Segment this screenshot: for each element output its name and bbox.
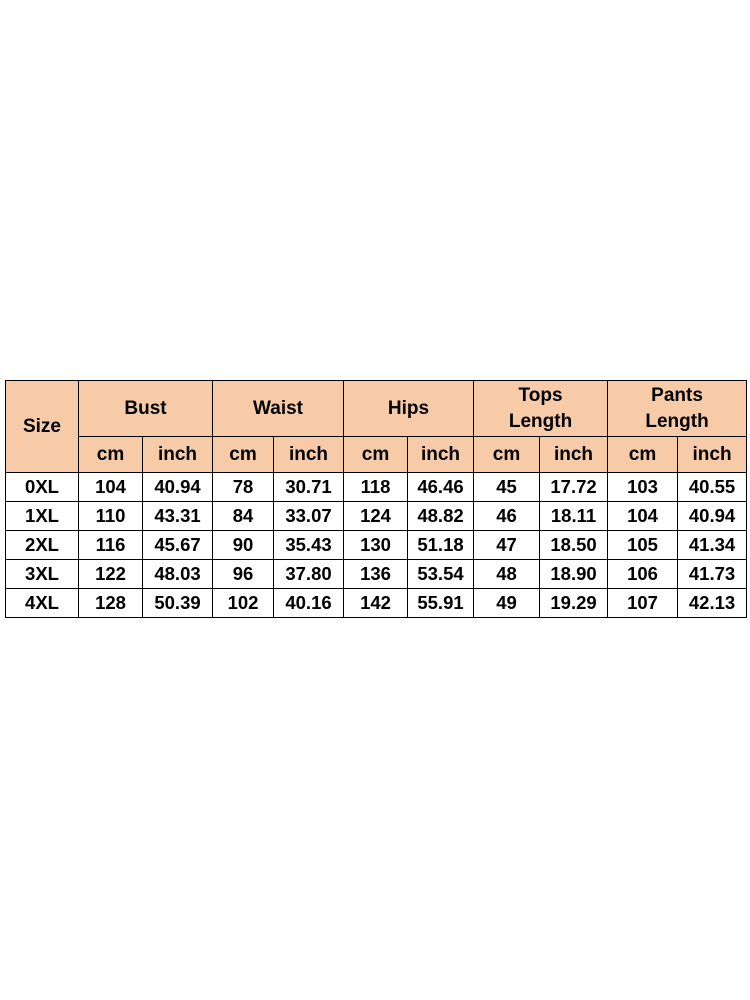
waist-header-label: Waist xyxy=(253,397,303,419)
bust-header-label: Bust xyxy=(124,397,167,419)
table-row xyxy=(6,589,747,618)
tops-length-cm-cell: 47 xyxy=(474,531,540,560)
tops-length-cm-cell: 46 xyxy=(474,502,540,531)
pants-length-inch-cell: 40.55 xyxy=(678,473,747,502)
tops-length-header-line2: Length xyxy=(508,410,573,432)
unit-header-row xyxy=(6,437,747,473)
hips-inch-cell: 51.18 xyxy=(408,531,474,560)
waist-inch-cell: 33.07 xyxy=(274,502,344,531)
hips-inch-header: inch xyxy=(408,437,474,473)
waist-header xyxy=(213,381,344,437)
tops-length-inch-header: inch xyxy=(540,437,608,473)
bust-cm-cell: 122 xyxy=(79,560,143,589)
pants-length-inch-cell: 41.73 xyxy=(678,560,747,589)
waist-inch-cell: 35.43 xyxy=(274,531,344,560)
pants-length-header xyxy=(608,381,747,437)
waist-inch-header: inch xyxy=(274,437,344,473)
tops-length-cm-cell: 49 xyxy=(474,589,540,618)
bust-cm-header: cm xyxy=(79,437,143,473)
hips-cm-cell: 130 xyxy=(344,531,408,560)
bust-inch-cell: 43.31 xyxy=(143,502,213,531)
waist-inch-cell: 30.71 xyxy=(274,473,344,502)
bust-inch-header: inch xyxy=(143,437,213,473)
bust-inch-cell: 45.67 xyxy=(143,531,213,560)
size-header: Size xyxy=(6,381,79,473)
bust-cm-cell: 128 xyxy=(79,589,143,618)
pants-length-header-line2: Length xyxy=(645,410,709,432)
hips-cm-header: cm xyxy=(344,437,408,473)
pants-length-header-line1: Pants xyxy=(651,384,703,406)
tops-length-inch-cell: 18.11 xyxy=(540,502,608,531)
bust-inch-cell: 40.94 xyxy=(143,473,213,502)
tops-length-inch-cell: 19.29 xyxy=(540,589,608,618)
waist-cm-cell: 78 xyxy=(213,473,274,502)
tops-length-cm-cell: 48 xyxy=(474,560,540,589)
pants-length-inch-header: inch xyxy=(678,437,747,473)
hips-cm-cell: 118 xyxy=(344,473,408,502)
size-cell: 1XL xyxy=(6,502,79,531)
pants-length-cm-cell: 104 xyxy=(608,502,678,531)
bust-inch-cell: 50.39 xyxy=(143,589,213,618)
tops-length-header-line1: Tops xyxy=(518,384,563,406)
waist-cm-header: cm xyxy=(213,437,274,473)
hips-cm-cell: 136 xyxy=(344,560,408,589)
pants-length-inch-cell: 42.13 xyxy=(678,589,747,618)
tops-length-inch-cell: 18.50 xyxy=(540,531,608,560)
tops-length-cm-cell: 45 xyxy=(474,473,540,502)
hips-inch-cell: 48.82 xyxy=(408,502,474,531)
tops-length-cm-header: cm xyxy=(474,437,540,473)
bust-cm-cell: 104 xyxy=(79,473,143,502)
waist-cm-cell: 96 xyxy=(213,560,274,589)
size-chart-table xyxy=(5,380,747,618)
hips-cm-cell: 142 xyxy=(344,589,408,618)
bust-cm-cell: 110 xyxy=(79,502,143,531)
hips-header-label: Hips xyxy=(387,397,430,419)
waist-inch-cell: 40.16 xyxy=(274,589,344,618)
pants-length-cm-cell: 103 xyxy=(608,473,678,502)
hips-header xyxy=(344,381,474,437)
waist-inch-cell: 37.80 xyxy=(274,560,344,589)
hips-inch-cell: 46.46 xyxy=(408,473,474,502)
table-row xyxy=(6,531,747,560)
hips-inch-cell: 55.91 xyxy=(408,589,474,618)
size-cell: 2XL xyxy=(6,531,79,560)
bust-inch-cell: 48.03 xyxy=(143,560,213,589)
pants-length-cm-cell: 106 xyxy=(608,560,678,589)
group-header-row xyxy=(6,381,747,437)
tops-length-header xyxy=(474,381,608,437)
table-row xyxy=(6,502,747,531)
table-row xyxy=(6,560,747,589)
pants-length-inch-cell: 40.94 xyxy=(678,502,747,531)
waist-cm-cell: 84 xyxy=(213,502,274,531)
pants-length-cm-cell: 105 xyxy=(608,531,678,560)
tops-length-inch-cell: 18.90 xyxy=(540,560,608,589)
pants-length-inch-cell: 41.34 xyxy=(678,531,747,560)
table-row xyxy=(6,473,747,502)
bust-header xyxy=(79,381,213,437)
pants-length-cm-header: cm xyxy=(608,437,678,473)
hips-inch-cell: 53.54 xyxy=(408,560,474,589)
waist-cm-cell: 102 xyxy=(213,589,274,618)
hips-cm-cell: 124 xyxy=(344,502,408,531)
size-cell: 3XL xyxy=(6,560,79,589)
size-cell: 0XL xyxy=(6,473,79,502)
size-cell: 4XL xyxy=(6,589,79,618)
waist-cm-cell: 90 xyxy=(213,531,274,560)
pants-length-cm-cell: 107 xyxy=(608,589,678,618)
bust-cm-cell: 116 xyxy=(79,531,143,560)
tops-length-inch-cell: 17.72 xyxy=(540,473,608,502)
